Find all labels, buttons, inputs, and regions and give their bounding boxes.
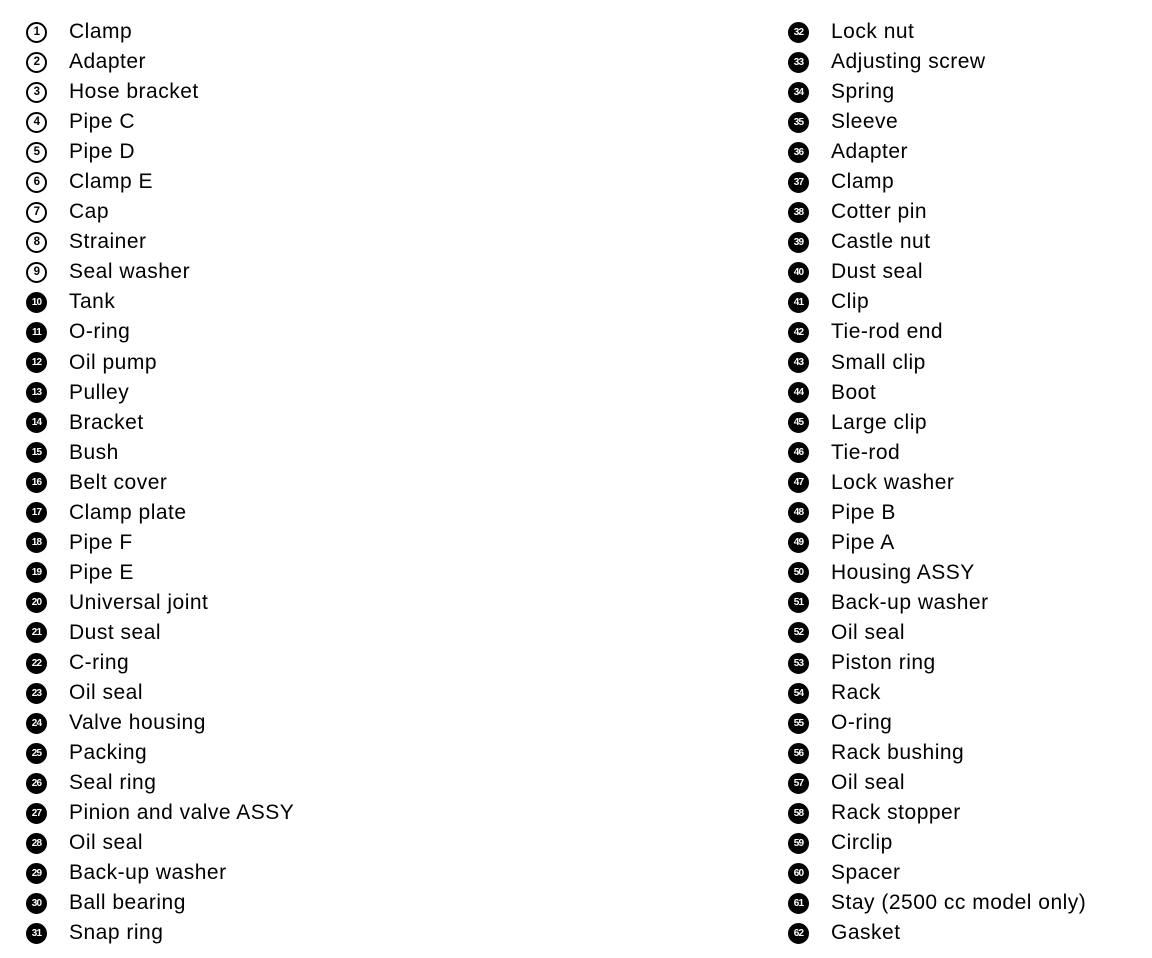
part-name: Lock nut <box>831 20 915 44</box>
part-list-item <box>788 858 1086 888</box>
part-list-item <box>26 828 294 858</box>
part-number-badge: 42 <box>788 322 809 343</box>
part-number-badge: 18 <box>26 532 47 553</box>
part-number-badge: 36 <box>788 142 809 163</box>
part-name: Cap <box>69 200 110 224</box>
part-name: Clamp <box>831 170 895 194</box>
part-number-badge: 62 <box>788 923 809 944</box>
part-list-item <box>788 137 1086 167</box>
part-number-badge: 4 <box>26 112 47 133</box>
part-list-item <box>26 408 294 438</box>
part-name: Spring <box>831 80 895 104</box>
part-number-badge: 14 <box>26 412 47 433</box>
part-name: Oil pump <box>69 350 158 374</box>
part-name: Housing ASSY <box>831 560 975 584</box>
part-list-item <box>26 468 294 498</box>
parts-list-left <box>26 17 294 948</box>
part-number-badge: 56 <box>788 743 809 764</box>
part-list-item <box>788 47 1086 77</box>
part-name: Pipe C <box>69 110 136 134</box>
part-number-badge: 29 <box>26 863 47 884</box>
part-list-item <box>788 558 1086 588</box>
part-number-badge: 20 <box>26 592 47 613</box>
part-name: Strainer <box>69 230 147 254</box>
part-name: Dust seal <box>69 620 162 644</box>
part-name: Valve housing <box>69 711 206 735</box>
part-number-badge: 24 <box>26 713 47 734</box>
part-name: Stay (2500 cc model only) <box>831 891 1087 915</box>
part-name: Oil seal <box>69 831 144 855</box>
part-name: Seal ring <box>69 771 157 795</box>
part-name: Pipe B <box>831 500 896 524</box>
part-number-badge: 57 <box>788 773 809 794</box>
part-name: Small clip <box>831 350 926 374</box>
part-name: Gasket <box>831 921 901 945</box>
part-list-item <box>788 257 1086 287</box>
part-list-item <box>788 588 1086 618</box>
part-name: Oil seal <box>831 771 906 795</box>
part-list-item <box>788 498 1086 528</box>
part-number-badge: 30 <box>26 893 47 914</box>
part-name: O-ring <box>69 320 131 344</box>
part-list-item <box>26 287 294 317</box>
part-number-badge: 8 <box>26 232 47 253</box>
part-name: Clamp <box>69 20 133 44</box>
part-number-badge: 60 <box>788 863 809 884</box>
part-list-item <box>788 798 1086 828</box>
part-number-badge: 9 <box>26 262 47 283</box>
part-list-item <box>26 558 294 588</box>
part-list-item <box>26 378 294 408</box>
part-name: Pinion and valve ASSY <box>69 801 295 825</box>
part-name: Clamp E <box>69 170 154 194</box>
part-number-badge: 39 <box>788 232 809 253</box>
part-name: Bracket <box>69 410 144 434</box>
part-list-item <box>26 888 294 918</box>
part-list-item <box>26 317 294 347</box>
part-name: Adjusting screw <box>831 50 986 74</box>
part-number-badge: 11 <box>26 322 47 343</box>
part-number-badge: 17 <box>26 502 47 523</box>
part-number-badge: 50 <box>788 562 809 583</box>
part-name: Packing <box>69 741 148 765</box>
part-list-item <box>788 648 1086 678</box>
part-number-badge: 7 <box>26 202 47 223</box>
part-list-item <box>26 858 294 888</box>
part-list-item <box>26 137 294 167</box>
part-list-item <box>26 678 294 708</box>
part-list-item <box>788 197 1086 227</box>
part-name: Tie-rod <box>831 440 901 464</box>
part-list-item <box>26 438 294 468</box>
part-list-item <box>26 768 294 798</box>
part-name: Ball bearing <box>69 891 186 915</box>
part-list-item <box>788 107 1086 137</box>
part-list-item <box>788 287 1086 317</box>
part-name: Oil seal <box>69 681 144 705</box>
part-number-badge: 2 <box>26 52 47 73</box>
part-number-badge: 19 <box>26 562 47 583</box>
part-name: Oil seal <box>831 620 906 644</box>
part-name: Tank <box>69 290 116 314</box>
part-number-badge: 33 <box>788 52 809 73</box>
part-number-badge: 27 <box>26 803 47 824</box>
part-number-badge: 6 <box>26 172 47 193</box>
part-number-badge: 47 <box>788 472 809 493</box>
part-name: Snap ring <box>69 921 164 945</box>
part-number-badge: 59 <box>788 833 809 854</box>
part-number-badge: 25 <box>26 743 47 764</box>
part-list-item <box>788 738 1086 768</box>
part-list-item <box>788 167 1086 197</box>
part-list-item <box>26 798 294 828</box>
part-name: Rack <box>831 681 881 705</box>
part-name: Spacer <box>831 861 901 885</box>
part-name: Universal joint <box>69 590 209 614</box>
part-name: Cotter pin <box>831 200 928 224</box>
part-list-item <box>788 317 1086 347</box>
part-list-item <box>26 348 294 378</box>
part-list-item <box>788 348 1086 378</box>
part-list-item <box>788 618 1086 648</box>
part-number-badge: 55 <box>788 713 809 734</box>
part-list-item <box>26 257 294 287</box>
part-name: Back-up washer <box>69 861 227 885</box>
part-name: Adapter <box>831 140 909 164</box>
part-list-item <box>26 648 294 678</box>
part-number-badge: 23 <box>26 683 47 704</box>
part-list-item <box>788 378 1086 408</box>
part-name: Sleeve <box>831 110 899 134</box>
part-list-item <box>26 17 294 47</box>
part-number-badge: 28 <box>26 833 47 854</box>
part-name: Bush <box>69 440 119 464</box>
part-list-item <box>26 47 294 77</box>
part-name: Rack stopper <box>831 801 961 825</box>
part-list-item <box>26 708 294 738</box>
part-list-item <box>26 197 294 227</box>
part-number-badge: 41 <box>788 292 809 313</box>
part-list-item <box>26 528 294 558</box>
part-number-badge: 12 <box>26 352 47 373</box>
part-list-item <box>26 618 294 648</box>
part-name: Boot <box>831 380 877 404</box>
part-number-badge: 32 <box>788 22 809 43</box>
part-number-badge: 54 <box>788 683 809 704</box>
part-list-item <box>788 468 1086 498</box>
part-name: Dust seal <box>831 260 924 284</box>
part-number-badge: 43 <box>788 352 809 373</box>
part-list-item <box>788 678 1086 708</box>
part-list-item <box>26 107 294 137</box>
part-number-badge: 38 <box>788 202 809 223</box>
part-number-badge: 13 <box>26 382 47 403</box>
part-name: C-ring <box>69 651 130 674</box>
part-list-item <box>788 918 1086 948</box>
part-number-badge: 40 <box>788 262 809 283</box>
part-list-item <box>788 828 1086 858</box>
part-list-item <box>26 77 294 107</box>
part-list-item <box>788 408 1086 438</box>
part-number-badge: 31 <box>26 923 47 944</box>
part-number-badge: 37 <box>788 172 809 193</box>
part-name: Pipe E <box>69 560 134 584</box>
part-name: Tie-rod end <box>831 320 944 344</box>
part-number-badge: 26 <box>26 773 47 794</box>
part-list-item <box>26 498 294 528</box>
part-name: Large clip <box>831 410 928 434</box>
part-list-item <box>788 708 1086 738</box>
part-number-badge: 45 <box>788 412 809 433</box>
part-list-item <box>788 888 1086 918</box>
part-number-badge: 52 <box>788 622 809 643</box>
part-number-badge: 1 <box>26 22 47 43</box>
part-name: Pipe A <box>831 530 895 554</box>
part-number-badge: 44 <box>788 382 809 403</box>
part-list-item <box>788 768 1086 798</box>
part-name: Pulley <box>69 380 130 404</box>
part-name: Rack bushing <box>831 741 965 765</box>
part-name: Circlip <box>831 831 893 855</box>
part-number-badge: 34 <box>788 82 809 103</box>
part-number-badge: 10 <box>26 292 47 313</box>
part-name: Lock washer <box>831 470 955 494</box>
part-number-badge: 3 <box>26 82 47 103</box>
part-name: Clamp plate <box>69 500 187 524</box>
parts-list-right <box>788 17 1086 948</box>
part-name: Back-up washer <box>831 590 989 614</box>
part-name: Hose bracket <box>69 80 199 104</box>
part-number-badge: 53 <box>788 653 809 674</box>
part-number-badge: 15 <box>26 442 47 463</box>
part-list-item <box>788 438 1086 468</box>
part-list-item <box>26 167 294 197</box>
part-number-badge: 16 <box>26 472 47 493</box>
part-number-badge: 48 <box>788 502 809 523</box>
part-name: Pipe D <box>69 140 136 164</box>
part-name: Castle nut <box>831 230 931 254</box>
part-name: Clip <box>831 290 870 314</box>
part-list-item <box>788 17 1086 47</box>
part-list-item <box>26 918 294 948</box>
part-name: Seal washer <box>69 260 191 284</box>
part-name: Piston ring <box>831 651 936 674</box>
part-list-item <box>26 227 294 257</box>
part-number-badge: 46 <box>788 442 809 463</box>
part-name: Pipe F <box>69 530 133 554</box>
part-list-item <box>788 528 1086 558</box>
part-name: O-ring <box>831 711 893 735</box>
part-number-badge: 51 <box>788 592 809 613</box>
part-number-badge: 22 <box>26 653 47 674</box>
part-name: Adapter <box>69 50 147 74</box>
part-number-badge: 49 <box>788 532 809 553</box>
part-name: Belt cover <box>69 470 168 494</box>
part-number-badge: 58 <box>788 803 809 824</box>
part-list-item <box>26 738 294 768</box>
part-number-badge: 5 <box>26 142 47 163</box>
part-number-badge: 35 <box>788 112 809 133</box>
part-list-item <box>788 227 1086 257</box>
part-list-item <box>26 588 294 618</box>
part-number-badge: 21 <box>26 622 47 643</box>
part-list-item <box>788 77 1086 107</box>
part-number-badge: 61 <box>788 893 809 914</box>
